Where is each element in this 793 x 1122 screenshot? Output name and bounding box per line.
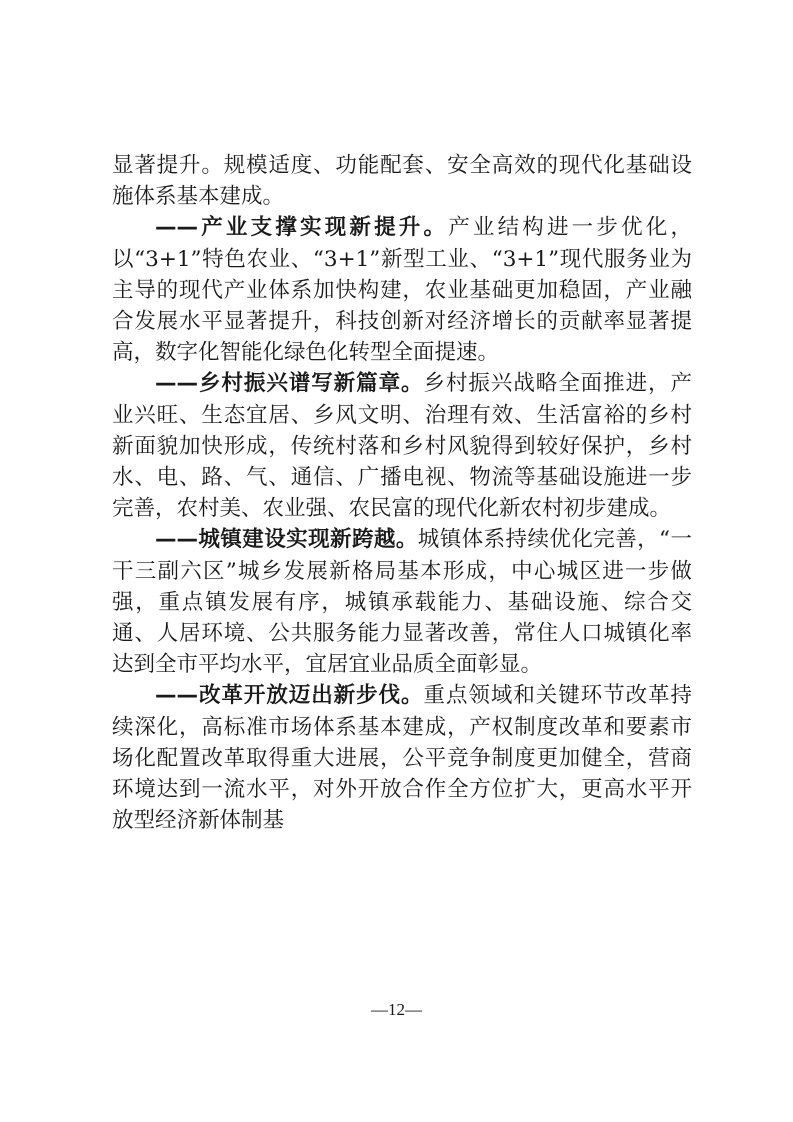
paragraph-body: 产业结构进一步优化，以“3+1”特色农业、“3+1”新型工业、“3+1”现代服务业为主导的现代产业体系加快构建，农业基础更加稳固，产业融合发展水平显著提升，科技创新对经济增长的贡献率显著提高，数字化智能化绿色化转型全面提速。 bbox=[112, 215, 692, 366]
paragraph-body: 显著提升。规模适度、功能配套、安全高效的现代化基础设施体系基本建成。 bbox=[112, 153, 692, 210]
paragraph-heading: ——乡村振兴谱写新篇章。 bbox=[155, 371, 424, 397]
paragraph-continuation bbox=[112, 150, 692, 212]
paragraph-heading: ——城镇建设实现新跨越。 bbox=[155, 527, 418, 553]
paragraph-urban bbox=[112, 524, 692, 680]
paragraph-industry bbox=[112, 212, 692, 368]
paragraph-heading: ——产业支撑实现新提升。 bbox=[155, 215, 449, 241]
paragraph-heading: ——改革开放迈出新步伐。 bbox=[155, 683, 424, 709]
paragraph-body: 城镇体系持续优化完善，“一干三副六区”城乡发展新格局基本形成，中心城区进一步做强，重点镇发展有序，城镇承载能力、基础设施、综合交通、人居环境、公共服务能力显著改善，常住人口城镇化率达到全市平均水平，宜居宜业品质全面彰显。 bbox=[112, 527, 692, 678]
page-number: —12— bbox=[371, 1000, 422, 1019]
paragraph-body: 重点领域和关键环节改革持续深化，高标准市场体系基本建成，产权制度改革和要素市场化配置改革取得重大进展，公平竞争制度更加健全，营商环境达到一流水平，对外开放合作全方位扩大，更高水平开放型经济新体制基 bbox=[112, 683, 692, 834]
document-body bbox=[112, 150, 692, 836]
paragraph-rural bbox=[112, 368, 692, 524]
paragraph-body: 乡村振兴战略全面推进，产业兴旺、生态宜居、乡风文明、治理有效、生活富裕的乡村新面貌加快形成，传统村落和乡村风貌得到较好保护，乡村水、电、路、气、通信、广播电视、物流等基础设施进一步完善，农村美、农业强、农民富的现代化新农村初步建成。 bbox=[112, 371, 692, 522]
paragraph-reform bbox=[112, 680, 692, 836]
